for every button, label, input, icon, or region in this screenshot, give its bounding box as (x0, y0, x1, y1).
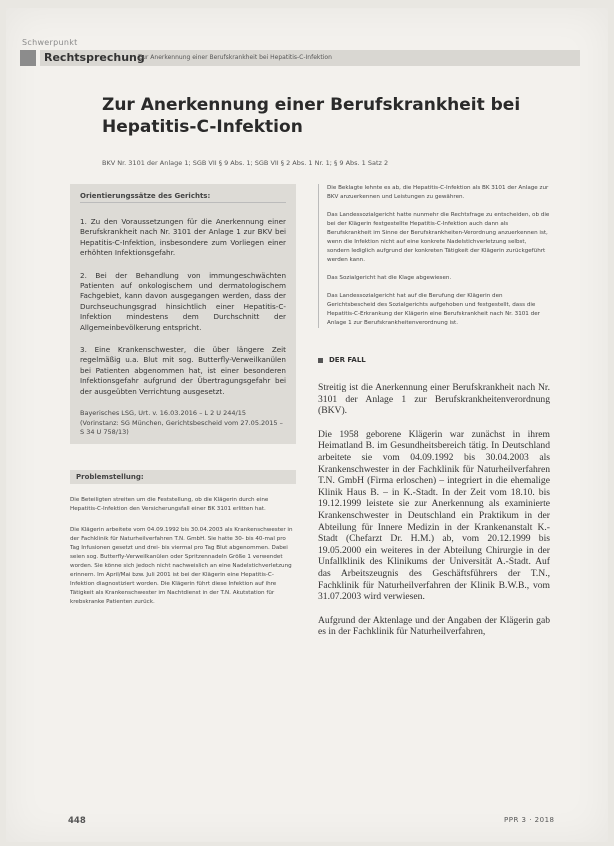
right-paragraph: Das Landessozialgericht hat auf die Berufung der Klägerin den Gerichtsbescheid des Sozialgerichts aufgehoben und festgestellt, dass die Hepatitis-C-Erkrankung der Klägerin eine Berufskrankheit nach Nr. 3101 der Anlage 1 zur Berufskrankheitenverordnung ist. (327, 293, 540, 326)
case-heading (318, 356, 550, 364)
orientation-point: 2. Bei der Behandlung von immungeschwächten Patienten auf onkologischem und dermatologischem Fachgebiet, kann davon ausgegangen werden, dass der Durchseuchungsgrad hinsichtlich einer Hepatitis-C-Infektion mindestens dem Durchschnitt der Allgemeinbevölkerung entspricht. (80, 270, 286, 332)
journal-issue: PPR 3 · 2018 (504, 816, 555, 824)
left-column (70, 184, 296, 619)
right-column (318, 184, 550, 650)
right-paragraph: Die Beklagte lehnte es ab, die Hepatitis-C-Infektion als BK 3101 der Anlage zur BKV anzuerkennen und Leistungen zu gewähren. (327, 185, 549, 200)
norm-references: BKV Nr. 3101 der Anlage 1; SGB VII § 9 Abs. 1; SGB VII § 2 Abs. 1 Nr. 1; § 9 Abs. 1 Satz 2 (102, 159, 389, 167)
orientation-point: 1. Zu den Voraussetzungen für die Anerkennung einer Berufskrankheit nach Nr. 3101 der Anlage 1 zur BKV bei Hepatitis-C-Infektion, insbesondere zum Vorliegen einer erhöhten Infektionsgefahr. (80, 217, 286, 258)
section-header (20, 38, 580, 74)
page (6, 8, 608, 842)
problem-heading: Problemstellung: (70, 470, 296, 484)
right-paragraph: Das Sozialgericht hat die Klage abgewiesen. (327, 275, 452, 281)
problem-section (70, 470, 296, 607)
header-bar (40, 50, 580, 66)
article-title: Zur Anerkennung einer Berufskrankheit bei Hepatitis-C-Infektion (102, 95, 521, 137)
case-heading-label: DER FALL (329, 356, 366, 364)
case-paragraph: Streitig ist die Anerkennung einer Berufskrankheit nach Nr. 3101 der Anlage 1 zur Berufskrankheitenverordnung (BKV). (318, 382, 550, 417)
right-box (318, 184, 550, 328)
orientation-point: 3. Eine Krankenschwester, die über längere Zeit regelmäßig u.a. Blut mit sog. Butterfly-Verweilkanülen bei Patienten abgenommen hat, ist einer besonderen Infektionsgefahr aufgrund der Übertragungsgefahr bei der ausgeübten Verrichtung ausgesetzt. (80, 345, 286, 396)
problem-paragraph: Die Klägerin arbeitete vom 04.09.1992 bis 30.04.2003 als Krankenschwester in der Fachklinik für Naturheilverfahren T.N. GmbH. Sie hatte 30- bis 40-mal pro Tag Infusionen gesetzt und drei- bis viermal pro Tag Blut abgenommen. Dabei seien sog. Butterfly-Verweilkanülen oder Spritzennadeln Größe 1 verwendet worden. Sie könne sich jedoch nicht nachweislich an eine Nadelstichverletzung erinnern. Im April/Mai bzw. Juli 2001 ist bei der Klägerin eine Hepatitis-C-Infektion diagnostiziert worden. Die Klägerin führt diese Infektion auf ihre Tätigkeit als Krankenschwester im Nachtdienst in der T.N. Akutstation für krebskranke Patienten zurück. (70, 526, 293, 605)
case-paragraph: Die 1958 geborene Klägerin war zunächst in ihrem Heimatland B. im Gesundheitsbereich tätig. In Deutschland arbeitete sie vom 04.09.1992 bis 30.04.2003 als Krankenschwester in der Fachklinik für Naturheilverfahren T.N. GmbH (Firma erloschen) – integriert in die ehemalige Klinik Haus B. – in K.-Stadt. In der Zeit vom 18.10. bis 19.12.1999 leistete sie zur Anerkennung als examinierte Krankenschwester in Deutschland ein Praktikum in der Abteilung für Innere Medizin in der Krankenanstalt K.-Stadt (Chefarzt Dr. H.M.) ab, vom 20.12.1999 bis 19.05.2000 ein weiteres in der Abteilung Chirurgie in der Unfallklinik des Klinikums der Universität A.-Stadt. Auf das Arbeitszeugnis des Geschäftsführers der T.N., Fachklinik für Naturheilverfahren der Klinik B.W.B., vom 31.07.2003 wird verwiesen. (318, 428, 550, 603)
header-title: Rechtsprechung (44, 51, 145, 64)
section-label: Schwerpunkt (22, 38, 78, 47)
section-marker-square (20, 50, 36, 66)
court-citation: Bayerisches LSG, Urt. v. 16.03.2016 – L 2 U 244/15 (Vorinstanz: SG München, Gerichtsbescheid vom 27.05.2015 – S 34 U 758/13) (80, 409, 283, 437)
orientation-heading: Orientierungssätze des Gerichts: (80, 192, 286, 203)
page-number: 448 (68, 816, 86, 826)
right-paragraph: Das Landessozialgericht hatte nunmehr die Rechtsfrage zu entscheiden, ob die bei der Klägerin festgestellte Hepatitis-C-Infektion auch dann als Berufskrankheit im Sinne der Berufskrankheiten-Verordnung anzuerkennen ist, wenn die Infektion nicht auf eine konkrete Nadelstichverletzung selbst, sondern lediglich aufgrund der konkreten Tätigkeit der Klägerin zurückgeführt werden kann. (327, 212, 550, 263)
problem-paragraph: Die Beteiligten streiten um die Feststellung, ob die Klägerin durch eine Hepatitis-C-Infektion den Versicherungsfall einer BK 3101 erlitten hat. (70, 496, 269, 512)
square-bullet-icon (318, 358, 323, 363)
header-subtitle: Zur Anerkennung einer Berufskrankheit bei Hepatitis-C-Infektion (138, 54, 332, 61)
orientation-box (70, 184, 296, 444)
case-paragraph: Aufgrund der Aktenlage und der Angaben der Klägerin gab es in der Fachklinik für Naturheilverfahren, (318, 614, 550, 638)
